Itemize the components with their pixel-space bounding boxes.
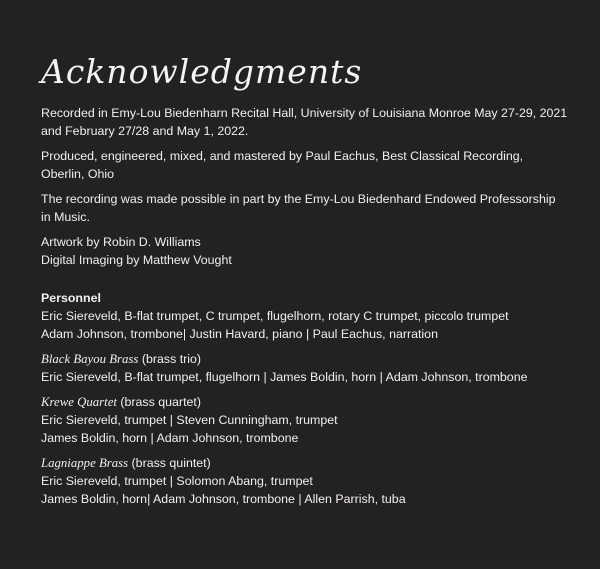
ensemble-line: James Boldin, horn| Adam Johnson, trombone | Allen Parrish, tuba [41, 492, 406, 506]
ensemble-line: James Boldin, horn | Adam Johnson, trombone [41, 431, 299, 445]
ensemble-name: Lagniappe Brass [41, 456, 129, 470]
credit-line: Oberlin, Ohio [41, 167, 115, 181]
credit-line: in Music. [41, 210, 90, 224]
credit-recorded [41, 104, 568, 140]
ensemble-quintet [41, 454, 560, 508]
ensemble-line: Eric Siereveld, trumpet | Solomon Abang, trumpet [41, 474, 313, 488]
page-title: Acknowledgments [41, 52, 363, 91]
credit-line: and February 27/28 and May 1, 2022. [41, 124, 249, 138]
credit-funding [41, 190, 560, 226]
credit-line: Artwork by Robin D. Williams [41, 235, 201, 249]
ensemble-name: Black Bayou Brass [41, 352, 139, 366]
ensemble-type: (brass trio) [138, 352, 202, 366]
ensemble-line: Eric Siereveld, B-flat trumpet, flugelhorn | James Boldin, horn | Adam Johnson, trombone [41, 370, 528, 384]
ensemble-title [41, 350, 560, 368]
ensemble-type: (brass quartet) [116, 395, 201, 409]
credit-line: Recorded in Emy-Lou Biedenharn Recital Hall, University of Louisiana Monroe May 27-29, 2021 [41, 106, 568, 120]
credit-artwork [41, 233, 560, 269]
ensemble-type: (brass quintet) [128, 456, 211, 470]
personnel-heading: Personnel [41, 291, 101, 305]
personnel-section [41, 289, 560, 343]
ensemble-trio [41, 350, 560, 386]
ensemble-title [41, 393, 560, 411]
ensemble-name: Krewe Quartet [41, 395, 117, 409]
credit-line: Produced, engineered, mixed, and mastered by Paul Eachus, Best Classical Recording, [41, 149, 524, 163]
ensemble-line: Eric Siereveld, trumpet | Steven Cunningham, trumpet [41, 413, 338, 427]
credit-line: The recording was made possible in part by the Emy-Lou Biedenhard Endowed Professorship [41, 192, 556, 206]
ensemble-title [41, 454, 560, 472]
ensemble-quartet [41, 393, 560, 447]
personnel-line: Adam Johnson, trombone| Justin Havard, piano | Paul Eachus, narration [41, 327, 438, 341]
personnel-line: Eric Siereveld, B-flat trumpet, C trumpet, flugelhorn, rotary C trumpet, piccolo trumpet [41, 309, 509, 323]
credit-line: Digital Imaging by Matthew Vought [41, 253, 232, 267]
credit-produced [41, 147, 560, 183]
